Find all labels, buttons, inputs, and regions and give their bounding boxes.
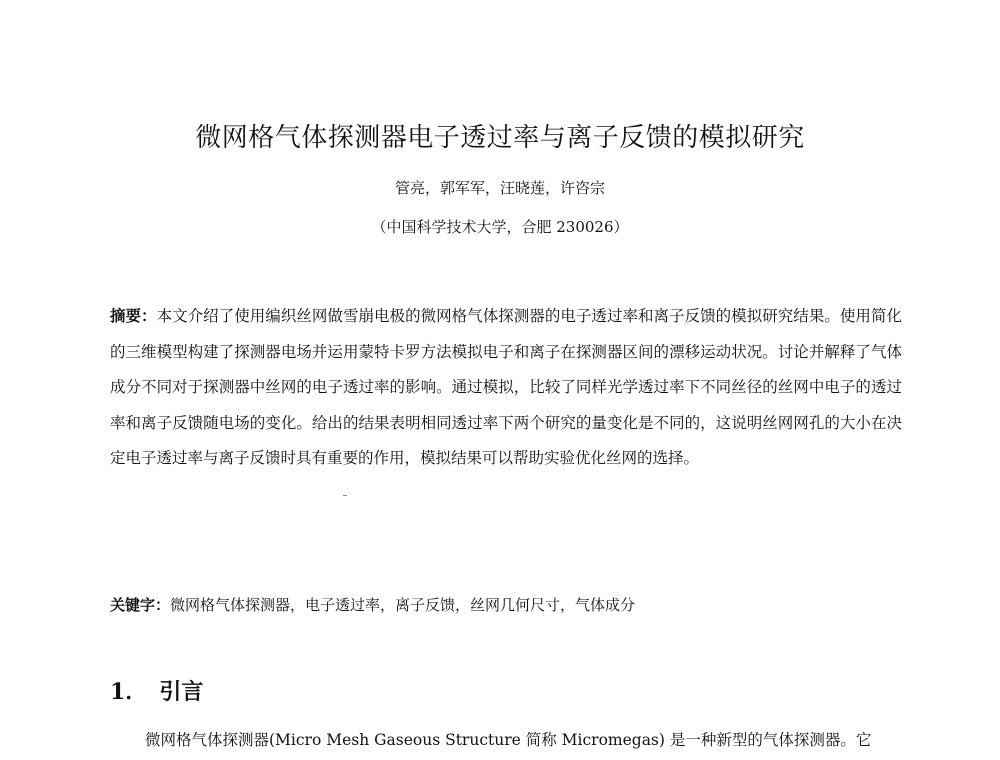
paper-title: 微网格气体探测器电子透过率与离子反馈的模拟研究 [195, 123, 805, 153]
keywords-label: 关键字： [110, 596, 171, 614]
introduction-paragraph: 微网格气体探测器(Micro Mesh Gaseous Structure 简称 Micromegas) 是一种新型的气体探测器。它 [145, 731, 872, 749]
abstract-text: 本文介绍了使用编织丝网做雪崩电极的微网格气体探测器的电子透过率和离子反馈的模拟研究结果。使用简化的三维模型构建了探测器电场并运用蒙特卡罗方法模拟电子和离子在探测器区间的漂移运动状况。讨论并解释了气体成分不同对于探测器中丝网的电子透过率的影响。通过模拟，比较了同样光学透过率下不同丝径的丝网中电子的透过率和离子反馈随电场的变化。给出的结果表明相同透过率下两个研究的量变化是不同的，这说明丝网网孔的大小在决定电子透过率与离子反馈时具有重要的作用，模拟结果可以帮助实验优化丝网的选择。 [110, 307, 902, 468]
abstract-label: 摘要： [110, 306, 157, 325]
abstract [110, 298, 902, 477]
stray-mark [343, 495, 347, 496]
affiliation: （中国科学技术大学，合肥 230026） [371, 218, 629, 236]
section-heading-introduction [110, 676, 203, 708]
section-title: 引言 [159, 679, 204, 705]
section-number: 1． [110, 679, 148, 705]
keywords [110, 591, 902, 619]
keywords-text: 微网格气体探测器，电子透过率，离子反馈，丝网几何尺寸，气体成分 [170, 596, 636, 614]
author-list: 管亮，郭军军，汪晓莲，许咨宗 [394, 179, 605, 197]
